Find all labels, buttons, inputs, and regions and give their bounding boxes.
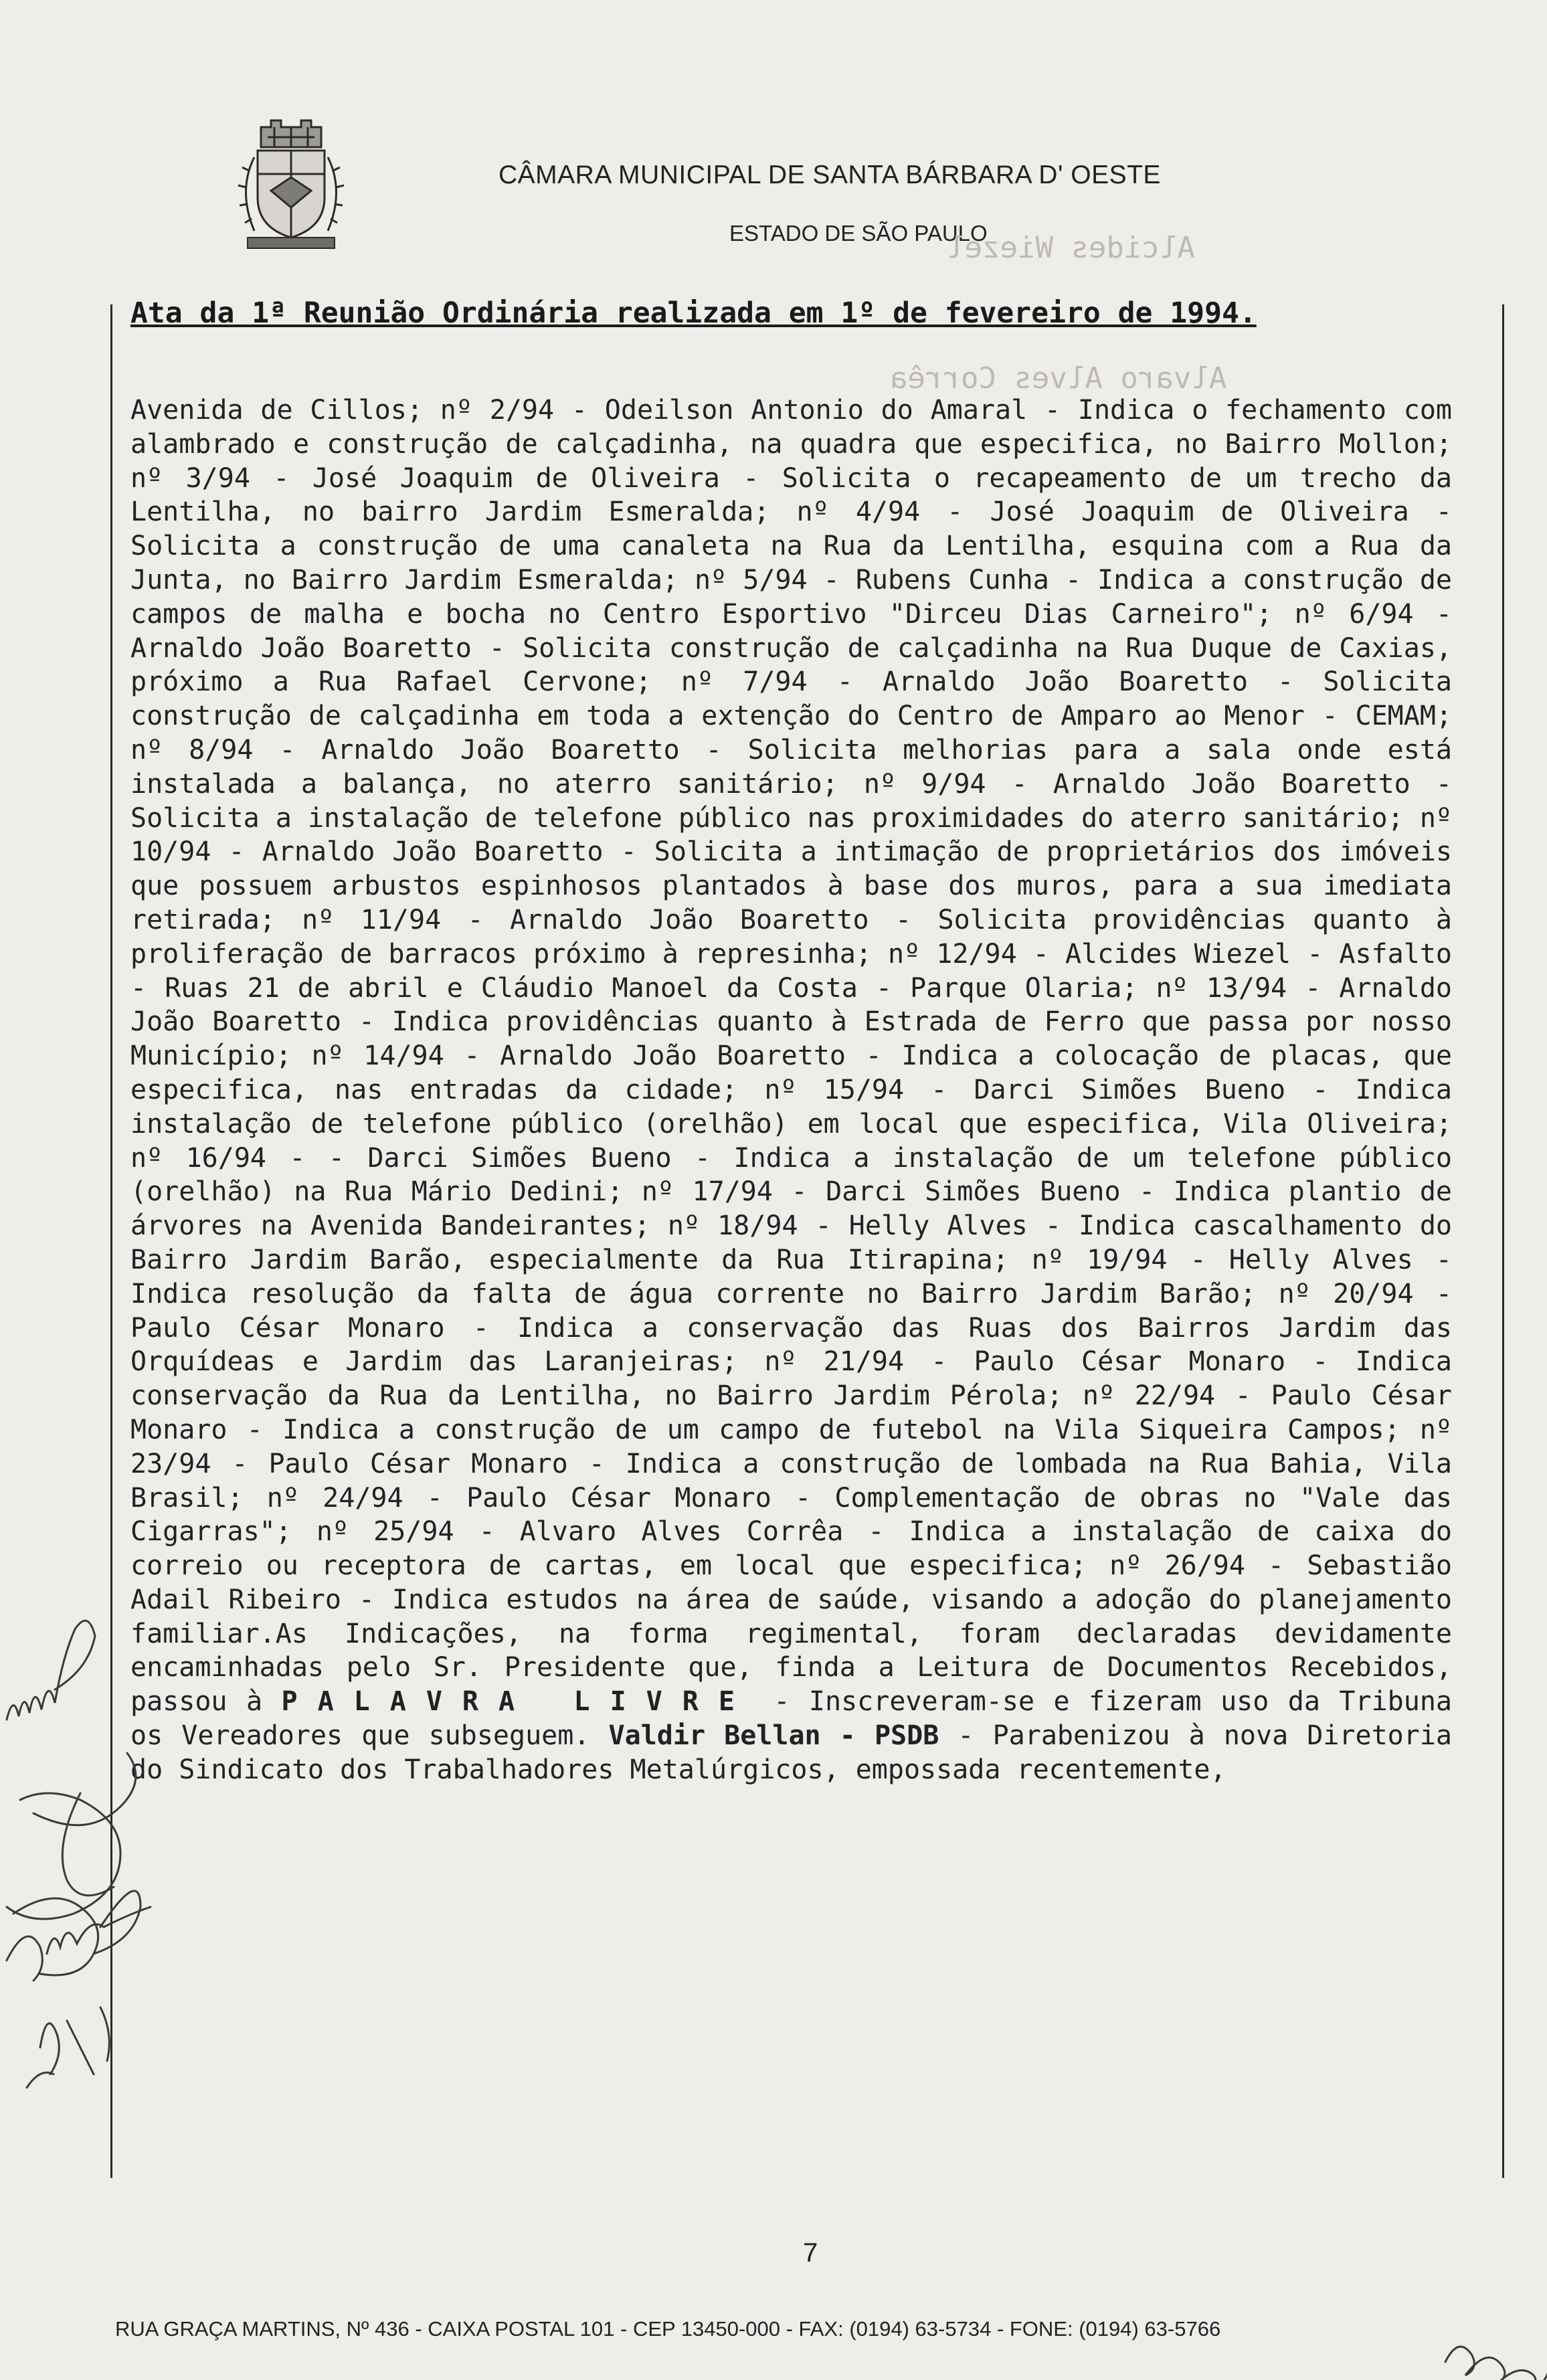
letterhead-footer: RUA GRAÇA MARTINS, Nº 436 - CAIXA POSTAL 101 - CEP 13450-000 - FAX: (0194) 63-5734 - FONE: (0194) 63-5766 — [115, 2317, 1221, 2341]
body-part-3: - Parabenizou à nova Diretoria do Sindicato dos Trabalhadores Metalúrgicos, empossada recentemente, — [130, 1720, 1452, 1785]
institution-name: CÂMARA MUNICIPAL DE SANTA BÁRBARA D' OESTE — [498, 161, 1161, 189]
municipal-coat-of-arms — [234, 110, 348, 254]
body-part-1: Avenida de Cillos; nº 2/94 - Odeilson Antonio do Amaral - Indica o fechamento com alambrado e construção de calçadinha, na quadra que especifica, no Bairro Mollon; nº 3/94 - José Joaquim de Oliveira - Solicita o recapeamento de um trecho da Lentilha, no bairro Jardim Esmeralda; nº 4/94 - José Joaquim de Oliveira - Solicita a construção de uma canaleta na Rua da Lentilha, esquina com a Rua da Junta, no Bairro Jardim Esmeralda; nº 5/94 - Rubens Cunha - Indica a construção de campos de malha e bocha no Centro Esportivo "Dirceu Dias Carneiro"; nº 6/94 - Arnaldo João Boaretto - Solicita construção de calçadinha na Rua Duque de Caxias, próximo a Rua Rafael Cervone; nº 7/94 - Arnaldo João Boaretto - Solicita construção de calçadinha em toda a extenção do Centro de Amparo ao Menor - CEMAM; nº 8/94 - Arnaldo João Boaretto - Solicita melhorias para a sala onde está instalada a balança, no aterro sanitário; nº 9/94 - Arnaldo João Boaretto - Solicita a instalação de telefone público nas proximidades do aterro sanitário; nº 10/94 - Arnaldo João Boaretto - Solicita a intimação de proprietários dos imóveis que possuem arbustos espinhosos plantados à base dos muros, para a sua imediata retirada; nº 11/94 - Arnaldo João Boaretto - Solicita providências quanto à proliferação de barracos próximo à represinha; nº 12/94 - Alcides Wiezel - Asfalto - Ruas 21 de abril e Cláudio Manoel da Costa - Parque Olaria; nº 13/94 - Arnaldo João Boaretto - Indica providências quanto à Estrada de Ferro que passa por nosso Município; nº 14/94 - Arnaldo João Boaretto - Indica a colocação de placas, que especifica, nas entradas da cidade; nº 15/94 - Darci Simões Bueno - Indica instalação de telefone público (orelhão) em local que especifica, Vila Oliveira; nº 16/94 - - Darci Simões Bueno - Indica a instalação de um telefone público (orelhão) na Rua Mário Dedini; nº 17/94 - Darci Simões Bueno - Indica plantio de árvores na Avenida Bandeirantes; nº 18/94 - Helly Alves - Indica cascalhamento do Bairro Jardim Barão, especialmente da Rua Itirapina; nº 19/94 - Helly Alves - Indica resolução da falta de água corrente no Bairro Jardim Barão; nº 20/94 - Paulo César Monaro - Indica a conservação das Ruas dos Bairros Jardim das Orquídeas e Jardim das Laranjeiras; nº 21/94 - Paulo César Monaro - Indica conservação da Rua da Lentilha, no Bairro Jardim Pérola; nº 22/94 - Paulo César Monaro - Indica a construção de um campo de futebol na Vila Siqueira Campos; nº 23/94 - Paulo César Monaro - Indica a construção de lombada na Rua Bahia, Vila Brasil; nº 24/94 - Paulo César Monaro - Complementação de obras no "Vale das Cigarras"; nº 25/94 - Alvaro Alves Corrêa - Indica a instalação de caixa do correio ou receptora de cartas, em local que especifica; nº 26/94 - Sebastião Adail Ribeiro - Indica estudos na área de saúde, visando a adoção do planejamento familiar.As Indicações, na forma regimental, foram declaradas devidamente encaminhadas pelo Sr. Presidente que, finda a Leitura de Documentos Recebidos, passou à — [130, 395, 1452, 1718]
show-through-text-2: Alvaro Alves Corrêa — [890, 361, 1227, 395]
show-through-text-1: Alcides Wiezel — [947, 231, 1195, 265]
left-margin-rule — [110, 304, 112, 2178]
body-part-2: - Inscreveram-se e fizeram uso da Tribuna os Vereadores que subseguem. — [130, 1686, 1452, 1752]
minutes-title: Ata da 1ª Reunião Ordinária realizada em 1º de fevereiro de 1994. — [130, 296, 1257, 330]
institution-state: ESTADO DE SÃO PAULO — [729, 221, 988, 246]
right-margin-rule — [1502, 304, 1504, 2178]
minutes-body — [130, 393, 1452, 1787]
speaker-name: Valdir Bellan - PSDB — [608, 1720, 939, 1752]
page-number: 7 — [803, 2238, 818, 2268]
palavra-livre-heading: PALAVRA LIVRE — [281, 1686, 755, 1718]
